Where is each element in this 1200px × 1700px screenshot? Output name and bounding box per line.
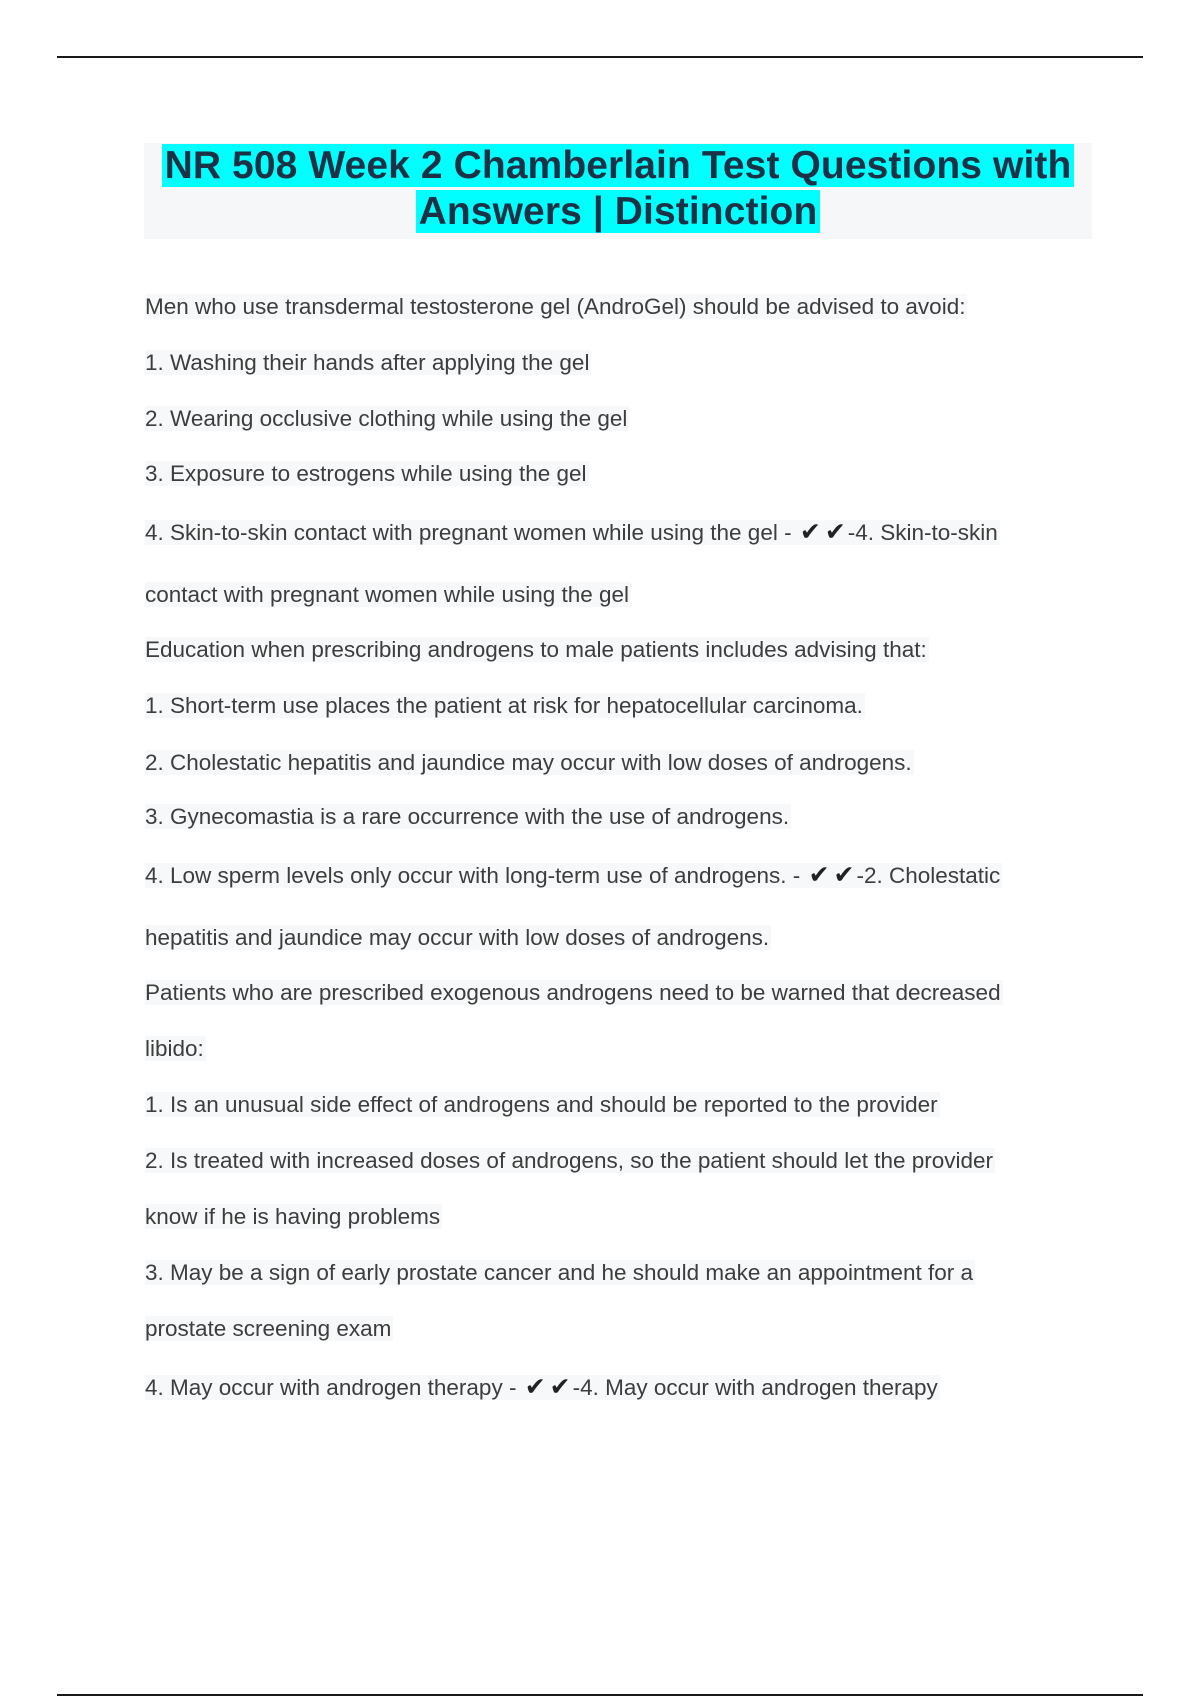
question-1-option-4-text: 4. Skin-to-skin contact with pregnant women while using the gel -	[145, 520, 792, 545]
title-line-2	[144, 189, 1092, 235]
question-2-prompt	[145, 634, 929, 666]
question-1-answer-text: contact with pregnant women while using the gel	[145, 582, 630, 607]
question-3-answer-start: -4. May occur with androgen therapy	[572, 1375, 938, 1400]
question-1-option-1-text: 1. Washing their hands after applying the gel	[145, 350, 590, 375]
question-1-answer	[145, 579, 631, 611]
question-1-option-2	[145, 403, 629, 435]
question-2-option-1	[145, 690, 865, 722]
question-1-option-4	[145, 516, 1000, 549]
question-2-prompt-text: Education when prescribing androgens to male patients includes advising that:	[145, 637, 927, 662]
question-3-option-3-line-2	[145, 1313, 393, 1345]
title-line-1	[144, 143, 1092, 189]
question-1-prompt	[145, 291, 967, 323]
question-1-answer-start: -4. Skin-to-skin	[847, 520, 998, 545]
check-mark-icon: ✔	[524, 1372, 546, 1401]
question-1-option-3	[145, 458, 589, 490]
check-mark-icon: ✔	[833, 860, 855, 889]
question-2-option-3	[145, 801, 791, 833]
check-mark-icon: ✔	[808, 860, 830, 889]
question-2-option-3-text: 3. Gynecomastia is a rare occurrence with the use of androgens.	[145, 804, 790, 829]
document-title	[144, 143, 1092, 239]
page-top-rule	[57, 56, 1143, 58]
title-line-1-text: NR 508 Week 2 Chamberlain Test Questions with	[162, 144, 1075, 187]
question-3-option-4-text: 4. May occur with androgen therapy -	[145, 1375, 517, 1400]
question-3-option-1	[145, 1089, 940, 1121]
question-2-answer	[145, 922, 771, 954]
question-3-option-1-text: 1. Is an unusual side effect of androgens and should be reported to the provider	[145, 1092, 938, 1117]
question-1-option-2-text: 2. Wearing occlusive clothing while using the gel	[145, 406, 628, 431]
question-2-option-2	[145, 747, 914, 779]
question-2-option-1-text: 1. Short-term use places the patient at risk for hepatocellular carcinoma.	[145, 693, 863, 718]
question-3-option-2-line-1-text: 2. Is treated with increased doses of androgens, so the patient should let the provider	[145, 1148, 994, 1173]
question-2-option-4	[145, 859, 1002, 892]
question-3-option-2-line-2	[145, 1201, 442, 1233]
question-3-option-2-line-2-text: know if he is having problems	[145, 1204, 441, 1229]
question-3-option-4	[145, 1371, 940, 1404]
question-3-prompt-line-1	[145, 977, 1003, 1009]
check-mark-icon: ✔	[549, 1372, 571, 1401]
question-1-option-1	[145, 347, 591, 379]
question-3-option-3-line-1-text: 3. May be a sign of early prostate cancer and he should make an appointment for a	[145, 1260, 973, 1285]
question-3-prompt-line-2	[145, 1033, 206, 1065]
title-line-2-text: Answers | Distinction	[416, 190, 821, 233]
check-mark-icon: ✔	[799, 517, 821, 546]
check-mark-icon: ✔	[824, 517, 846, 546]
question-2-option-4-text: 4. Low sperm levels only occur with long-term use of androgens. -	[145, 863, 801, 888]
question-3-prompt-line-1-text: Patients who are prescribed exogenous androgens need to be warned that decreased	[145, 980, 1001, 1005]
question-1-prompt-text: Men who use transdermal testosterone gel (AndroGel) should be advised to avoid:	[145, 294, 966, 319]
question-3-prompt-line-2-text: libido:	[145, 1036, 204, 1061]
question-3-option-2-line-1	[145, 1145, 995, 1177]
question-3-option-3-line-2-text: prostate screening exam	[145, 1316, 392, 1341]
question-2-option-2-text: 2. Cholestatic hepatitis and jaundice may occur with low doses of androgens.	[145, 750, 912, 775]
question-1-option-3-text: 3. Exposure to estrogens while using the gel	[145, 461, 587, 486]
question-2-answer-start: -2. Cholestatic	[856, 863, 1001, 888]
page-bottom-rule	[57, 1694, 1143, 1696]
question-3-option-3-line-1	[145, 1257, 975, 1289]
question-2-answer-text: hepatitis and jaundice may occur with low doses of androgens.	[145, 925, 770, 950]
